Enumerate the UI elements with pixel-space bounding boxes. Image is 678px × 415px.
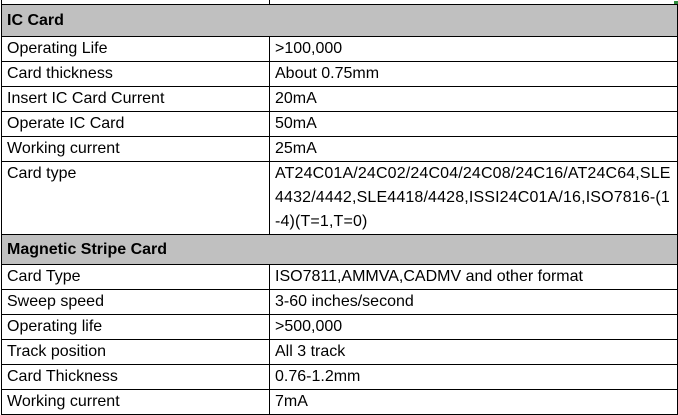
spec-label: Card type: [2, 162, 270, 235]
section-header-magnetic-card: [2, 235, 678, 265]
spec-value: About 0.75mm: [270, 62, 678, 87]
spec-value: ISO7811,AMMVA,CADMV and other format: [270, 265, 678, 290]
table-row: [2, 390, 678, 415]
spec-label: Operate IC Card: [2, 112, 270, 137]
section-header-ic-card: [2, 5, 678, 37]
table-row: [2, 62, 678, 87]
table-row: [2, 137, 678, 162]
table-row: [2, 365, 678, 390]
spec-label: Card thickness: [2, 62, 270, 87]
table-row: [2, 37, 678, 62]
spec-label: Card Thickness: [2, 365, 270, 390]
spec-value: All 3 track: [270, 340, 678, 365]
spec-value: AT24C01A/24C02/24C04/24C08/24C16/AT24C64,SLE4432/4442,SLE4418/4428,ISSI24C01A/16,ISO7816-(1-4)(T=1,T=0): [270, 162, 678, 235]
specification-table: [1, 4, 678, 415]
spec-value: >100,000: [270, 37, 678, 62]
spec-label: Operating Life: [2, 37, 270, 62]
spec-value: 20mA: [270, 87, 678, 112]
spec-value: 7mA: [270, 390, 678, 415]
table-row: [2, 87, 678, 112]
spec-value: 50mA: [270, 112, 678, 137]
spec-value: 25mA: [270, 137, 678, 162]
spec-value: 3-60 inches/second: [270, 290, 678, 315]
table-row: [2, 315, 678, 340]
spec-label: Track position: [2, 340, 270, 365]
section-title: Magnetic Stripe Card: [2, 235, 678, 265]
spec-value: >500,000: [270, 315, 678, 340]
table-row: [2, 112, 678, 137]
table-row: [2, 162, 678, 235]
spec-label: Working current: [2, 390, 270, 415]
table-row: [2, 265, 678, 290]
table-row: [2, 340, 678, 365]
spec-label: Insert IC Card Current: [2, 87, 270, 112]
spec-value: 0.76-1.2mm: [270, 365, 678, 390]
spec-label: Working current: [2, 137, 270, 162]
table-row: [2, 290, 678, 315]
spec-label: Sweep speed: [2, 290, 270, 315]
spec-label: Operating life: [2, 315, 270, 340]
section-title: IC Card: [2, 5, 678, 37]
spec-label: Card Type: [2, 265, 270, 290]
